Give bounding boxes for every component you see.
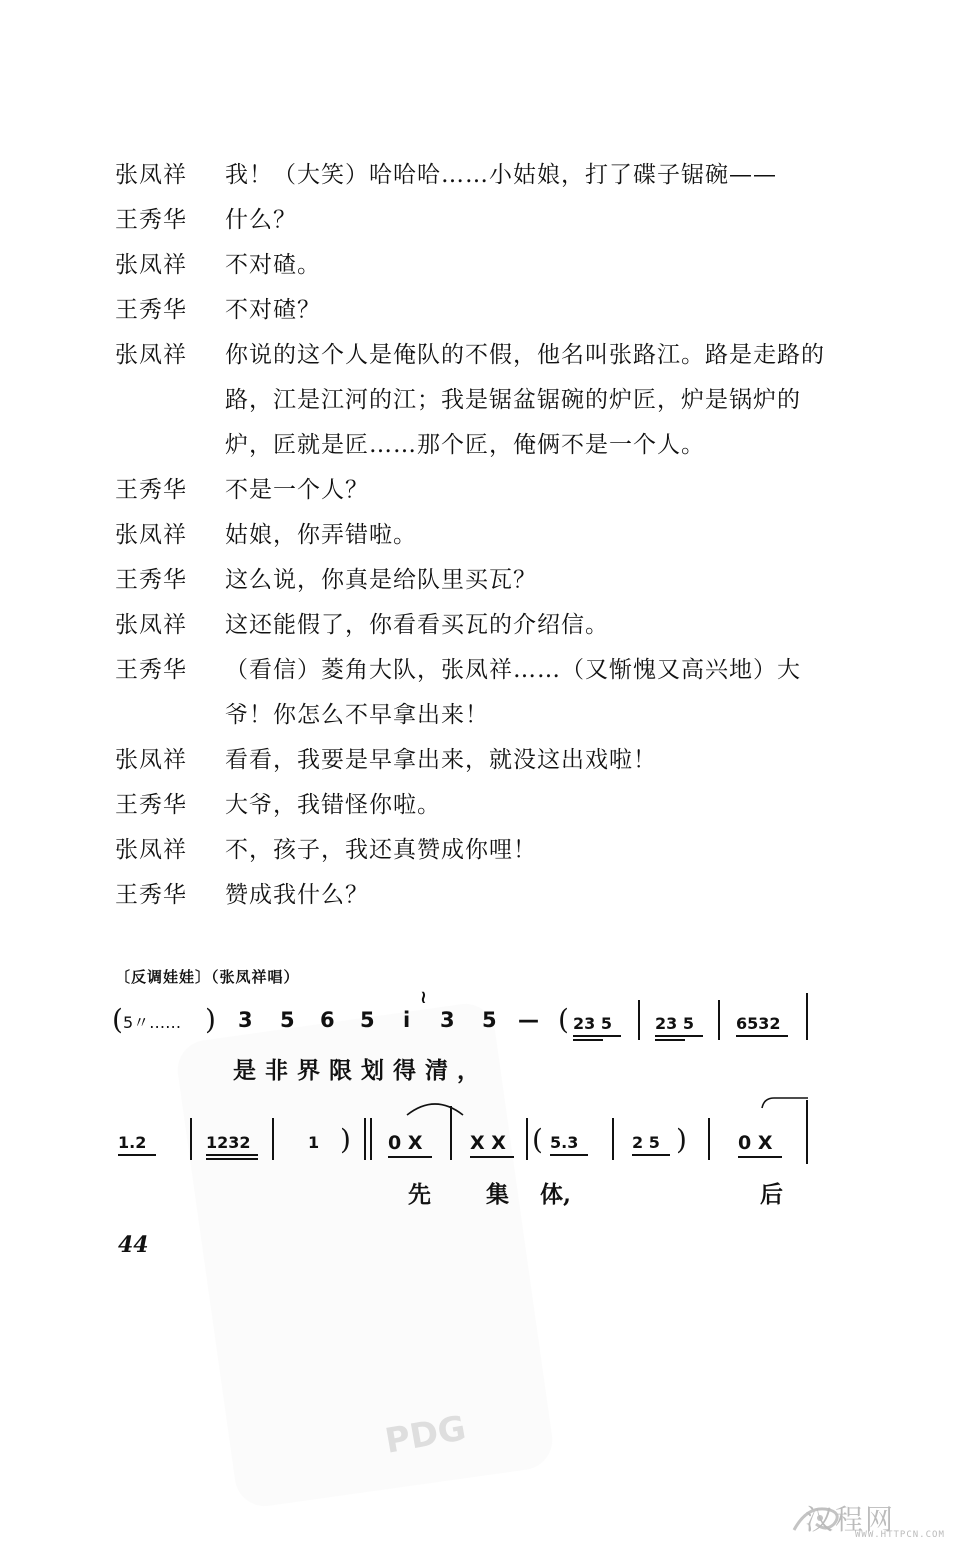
underline <box>470 1156 514 1158</box>
speech-text: 赞成我什么？ <box>225 882 369 908</box>
score-note: — <box>518 1008 539 1032</box>
note-group: 23 5 <box>573 1014 612 1033</box>
speech-text: （看信）菱角大队，张凤祥……（又惭愧又高兴地）大爷！你怎么不早拿出来！ <box>225 657 801 728</box>
lyric-word: 先 <box>408 1181 431 1208</box>
dialogue-line <box>115 333 835 468</box>
page-number: 44 <box>118 1232 149 1258</box>
dialogue-line <box>115 873 835 918</box>
speech-text: 不是一个人？ <box>225 477 369 503</box>
speech-text: 我！（大笑）哈哈哈……小姑娘，打了碟子锯碗—— <box>225 162 777 188</box>
bar-line <box>364 1118 366 1160</box>
note-group: 2 5 <box>632 1133 660 1152</box>
lyric-word: 体, <box>540 1181 572 1208</box>
speaker-name: 王秀华 <box>115 882 187 908</box>
speech-text: 这还能假了，你看看买瓦的介绍信。 <box>225 612 609 638</box>
open-paren: ( <box>112 1003 123 1036</box>
bar-line <box>272 1118 274 1160</box>
dialogue-line <box>115 828 835 873</box>
bar-line <box>190 1118 192 1160</box>
lyric-line: 是非界限划得清， <box>233 1057 489 1084</box>
speaker-name: 王秀华 <box>115 477 187 503</box>
score-note: 6 <box>320 1008 335 1032</box>
speaker-name: 张凤祥 <box>115 162 187 188</box>
dialogue-line <box>115 243 835 288</box>
speech-text: 看看，我要是早拿出来，就没这出戏啦！ <box>225 747 657 773</box>
speech-text: 什么？ <box>225 207 297 233</box>
dialogue-line <box>115 288 835 333</box>
underline <box>655 1035 703 1037</box>
speaker-name: 王秀华 <box>115 297 187 323</box>
dialogue-block <box>115 153 835 918</box>
note-group: X X <box>470 1132 506 1154</box>
underline <box>118 1154 156 1156</box>
note-group: 1 <box>308 1133 320 1152</box>
score-note: 3 <box>238 1008 253 1032</box>
lyric-word: 后 <box>760 1181 783 1208</box>
open-paren: ( <box>532 1123 543 1156</box>
score-note: 5 <box>360 1008 375 1032</box>
dialogue-line <box>115 648 835 738</box>
speaker-name: 张凤祥 <box>115 747 187 773</box>
speaker-name: 王秀华 <box>115 567 187 593</box>
intro-note: 5〃…… <box>123 1013 182 1032</box>
score-note: i <box>403 1008 411 1032</box>
underline <box>573 1039 603 1041</box>
note-group: 23 5 <box>655 1014 694 1033</box>
dialogue-line <box>115 738 835 783</box>
speaker-name: 张凤祥 <box>115 837 187 863</box>
bar-line <box>612 1118 614 1160</box>
underline <box>738 1156 782 1158</box>
tie-arc <box>405 1095 465 1117</box>
dialogue-line <box>115 783 835 828</box>
score-note: 5 <box>482 1008 497 1032</box>
watermark-pdg-text: PDG <box>382 1408 469 1462</box>
bar-line <box>708 1118 710 1160</box>
dialogue-line <box>115 558 835 603</box>
open-paren: ( <box>558 1003 569 1036</box>
note-group: 6532 <box>736 1014 781 1033</box>
close-paren: ) <box>340 1123 351 1156</box>
watermark-url: WWW.HTTPCN.COM <box>855 1530 945 1540</box>
speech-text: 你说的这个人是俺队的不假，他名叫张路江。路是走路的路，江是江河的江；我是锯盆锯碗的炉匠，炉是锅炉的炉，匠就是匠……那个匠，俺俩不是一个人。 <box>225 342 825 458</box>
tune-label: 〔反调娃娃〕（张凤祥唱） <box>115 968 300 986</box>
close-paren: ) <box>205 1003 216 1036</box>
score-note: 5 <box>280 1008 295 1032</box>
bar-line <box>806 1100 808 1164</box>
speaker-name: 张凤祥 <box>115 252 187 278</box>
underline <box>550 1154 588 1156</box>
underline <box>736 1035 788 1037</box>
underline <box>206 1158 258 1160</box>
underline <box>206 1154 258 1156</box>
speaker-name: 王秀华 <box>115 207 187 233</box>
underline <box>655 1039 685 1041</box>
note-group: 0 X <box>388 1132 423 1154</box>
grace-mark: ≀ <box>420 987 427 1008</box>
tie-arc <box>760 1096 810 1110</box>
note-group: 1.2 <box>118 1133 147 1152</box>
note-group: 5.3 <box>550 1133 579 1152</box>
bar-line <box>370 1118 372 1160</box>
note-group: 0 X <box>738 1132 773 1154</box>
underline <box>388 1156 432 1158</box>
speaker-name: 张凤祥 <box>115 342 187 368</box>
speech-text: 不对碴？ <box>225 297 321 323</box>
speech-text: 这么说，你真是给队里买瓦？ <box>225 567 537 593</box>
dialogue-line <box>115 513 835 558</box>
score-note: 3 <box>440 1008 455 1032</box>
watermark-logo: 汉程网 <box>805 1503 896 1536</box>
lyric-word: 集 <box>486 1181 509 1208</box>
bar-line <box>718 1000 720 1040</box>
underline <box>632 1154 670 1156</box>
dialogue-line <box>115 603 835 648</box>
speech-text: 不对碴。 <box>225 252 321 278</box>
bar-line <box>638 1000 640 1040</box>
dialogue-line <box>115 153 835 198</box>
speaker-name: 张凤祥 <box>115 612 187 638</box>
bar-line <box>450 1106 452 1160</box>
underline <box>573 1035 621 1037</box>
close-paren: ) <box>676 1123 687 1156</box>
speaker-name: 张凤祥 <box>115 522 187 548</box>
bar-line <box>526 1118 528 1160</box>
dialogue-line <box>115 468 835 513</box>
speech-text: 姑娘，你弄错啦。 <box>225 522 417 548</box>
dialogue-line <box>115 198 835 243</box>
speech-text: 大爷，我错怪你啦。 <box>225 792 441 818</box>
note-group: 1232 <box>206 1133 251 1152</box>
speech-text: 不，孩子，我还真赞成你哩！ <box>225 837 537 863</box>
bar-line <box>806 993 808 1040</box>
speaker-name: 王秀华 <box>115 657 187 683</box>
speaker-name: 王秀华 <box>115 792 187 818</box>
